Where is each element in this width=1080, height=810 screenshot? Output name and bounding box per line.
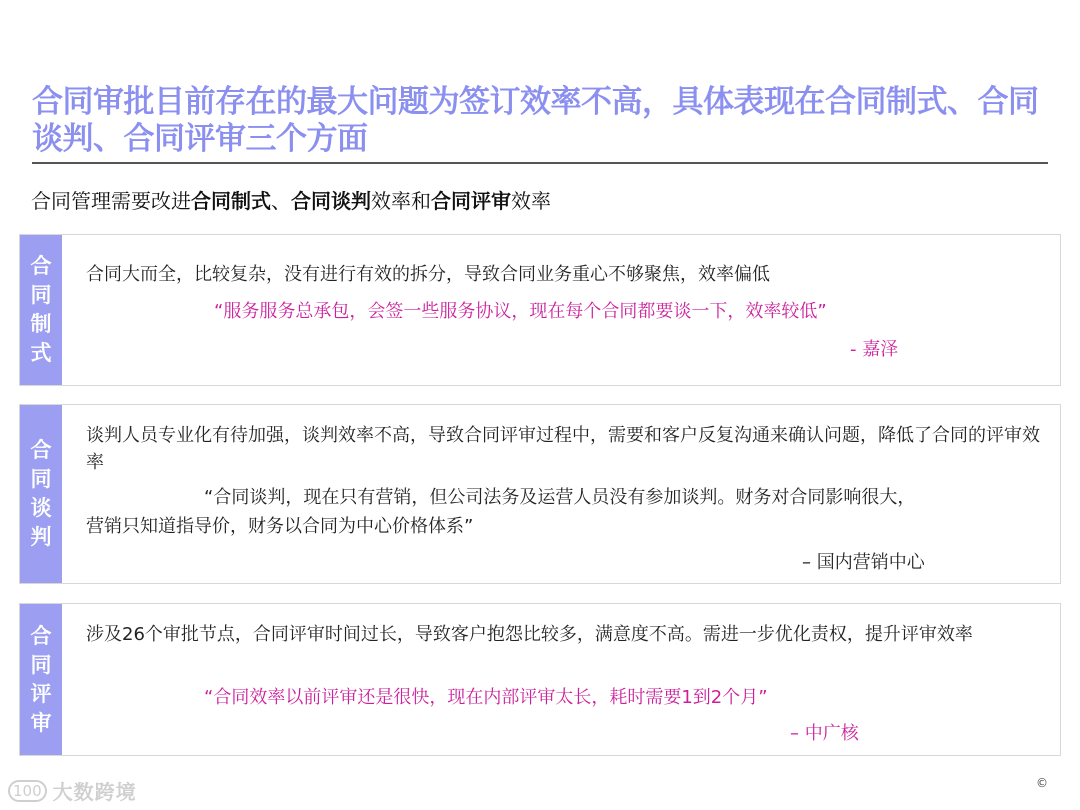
section-tag bbox=[20, 405, 62, 583]
section-body bbox=[86, 235, 1038, 385]
logo-mark-icon: 100 bbox=[8, 780, 47, 802]
section-tag-label: 合同制式 bbox=[30, 254, 52, 365]
subtitle-middle: 效率和 bbox=[371, 189, 431, 213]
page-title: 合同审批目前存在的最大问题为签订效率不高，具体表现在合同制式、合同谈判、合同评审三个方面 bbox=[32, 84, 1039, 157]
section-tag-label: 合同谈判 bbox=[30, 438, 52, 549]
section-tag-label: 合同评审 bbox=[30, 623, 52, 735]
subtitle bbox=[31, 186, 551, 216]
section-quote: “服务服务总承包，会签一些服务协议，现在每个合同都要谈一下，效率较低” bbox=[214, 301, 827, 322]
section-contract-format bbox=[19, 234, 1061, 386]
subtitle-prefix: 合同管理需要改进 bbox=[31, 189, 191, 213]
section-contract-review bbox=[19, 603, 1061, 756]
title-divider bbox=[32, 162, 1048, 164]
logo-text: 大数跨境 bbox=[52, 780, 137, 804]
subtitle-separator: 、 bbox=[271, 189, 291, 213]
section-description: 合同大而全，比较复杂，没有进行有效的拆分，导致合同业务重心不够聚焦，效率偏低 bbox=[86, 264, 770, 285]
section-quote-source: – 中广核 bbox=[790, 723, 859, 744]
section-body bbox=[86, 604, 1038, 755]
subtitle-bold-1: 合同制式 bbox=[191, 189, 271, 213]
subtitle-bold-2: 合同谈判 bbox=[291, 189, 371, 213]
section-description: 谈判人员专业化有待加强，谈判效率不高，导致合同评审过程中，需要和客户反复沟通来确认问题，降低了合同的评审效率 bbox=[86, 425, 1040, 473]
watermark-logo bbox=[8, 776, 137, 805]
subtitle-suffix: 效率 bbox=[511, 189, 551, 213]
section-tag bbox=[20, 604, 62, 755]
section-description: 涉及26个审批节点，合同评审时间过长，导致客户抱怨比较多，满意度不高。需进一步优化责权，提升评审效率 bbox=[86, 624, 973, 645]
section-contract-negotiation bbox=[19, 404, 1061, 584]
section-quote: “合同效率以前评审还是很快，现在内部评审太长，耗时需要1到2个月” bbox=[204, 687, 768, 708]
subtitle-bold-3: 合同评审 bbox=[431, 189, 511, 213]
section-body bbox=[86, 405, 1038, 583]
copyright-mark: © bbox=[1036, 776, 1048, 790]
section-quote-line-1: “合同谈判，现在只有营销，但公司法务及运营人员没有参加谈判。财务对合同影响很大， bbox=[204, 487, 916, 508]
section-quote-line-2: 营销只知道指导价，财务以合同为中心价格体系” bbox=[86, 516, 474, 537]
section-quote-source: - 嘉泽 bbox=[850, 339, 899, 360]
section-tag bbox=[20, 235, 62, 385]
section-quote-source: – 国内营销中心 bbox=[802, 552, 925, 573]
